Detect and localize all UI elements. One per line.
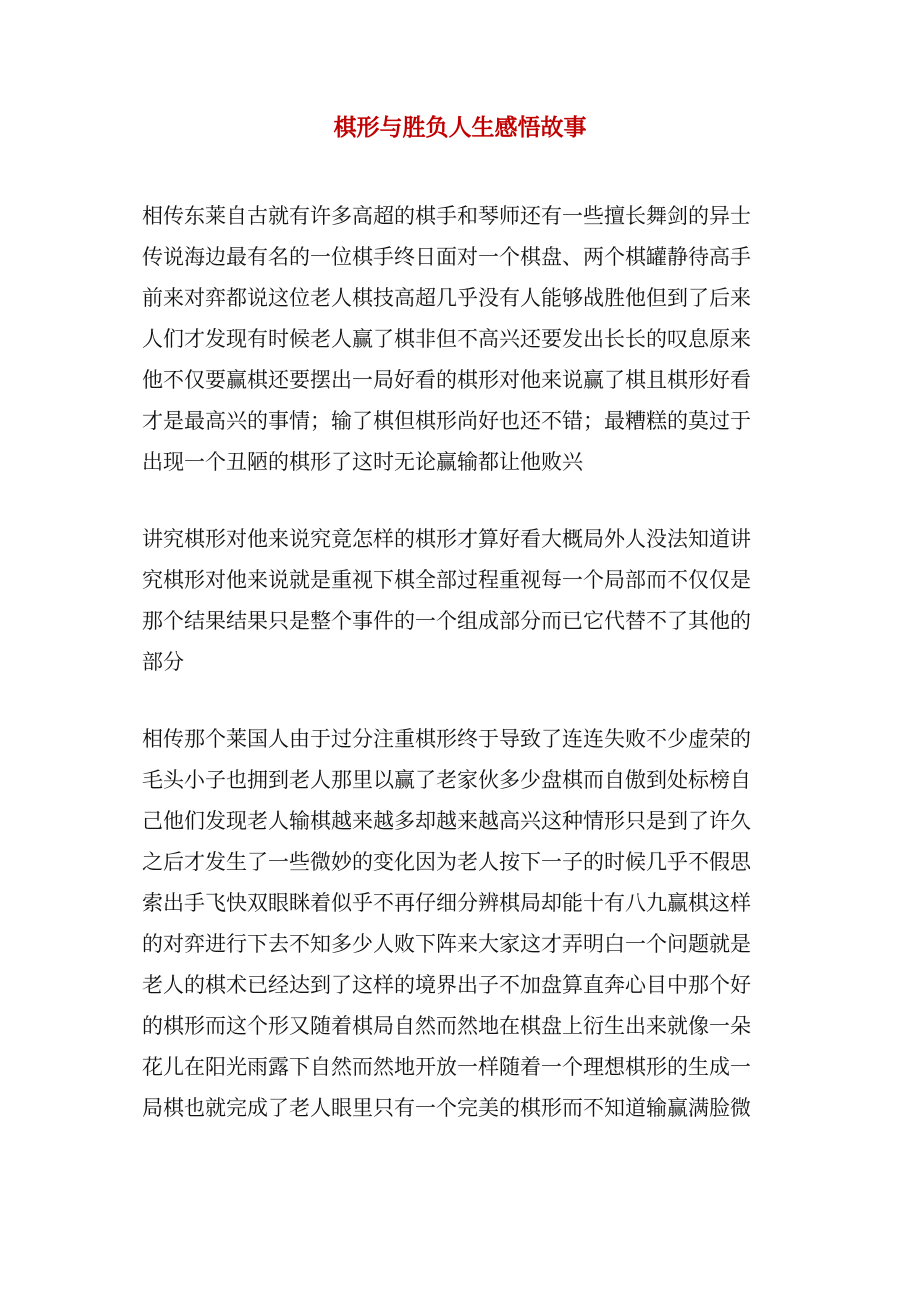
paragraph-2 (142, 519, 782, 683)
text-line: 人们才发现有时候老人赢了棋非但不高兴还要发出长长的叹息原来 (142, 327, 751, 351)
text-line: 部分 (142, 650, 184, 674)
text-line: 己他们发现老人输棋越来越多却越来越高兴这种情形只是到了许久 (142, 809, 751, 833)
text-line: 老人的棋术已经达到了这样的境界出子不加盘算直奔心目中那个好 (142, 973, 751, 997)
text-line: 的棋形而这个形又随着棋局自然而然地在棋盘上衍生出来就像一朵 (142, 1014, 751, 1038)
text-line: 传说海边最有名的一位棋手终日面对一个棋盘、两个棋罐静待高手 (142, 245, 751, 269)
text-line: 索出手飞快双眼眯着似乎不再仔细分辨棋局却能十有八九赢棋这样 (142, 891, 751, 915)
paragraph-1 (142, 196, 782, 483)
page-title: 棋形与胜负人生感悟故事 (333, 114, 587, 141)
text-line: 毛头小子也拥到老人那里以赢了老家伙多少盘棋而自傲到处标榜自 (142, 768, 751, 792)
text-line: 花儿在阳光雨露下自然而然地开放一样随着一个理想棋形的生成一 (142, 1055, 751, 1079)
text-line: 出现一个丑陋的棋形了这时无论赢输都让他败兴 (142, 450, 583, 474)
document-body (142, 196, 782, 1165)
text-line: 的对弈进行下去不知多少人败下阵来大家这才弄明白一个问题就是 (142, 932, 751, 956)
paragraph-3 (142, 719, 782, 1129)
text-line: 之后才发生了一些微妙的变化因为老人按下一子的时候几乎不假思 (142, 850, 751, 874)
text-line: 相传那个莱国人由于过分注重棋形终于导致了连连失败不少虚荣的 (142, 727, 751, 751)
text-line: 他不仅要赢棋还要摆出一局好看的棋形对他来说赢了棋且棋形好看 (142, 368, 751, 392)
text-line: 讲究棋形对他来说究竟怎样的棋形才算好看大概局外人没法知道讲 (142, 527, 751, 551)
text-line: 究棋形对他来说就是重视下棋全部过程重视每一个局部而不仅仅是 (142, 568, 751, 592)
text-line: 相传东莱自古就有许多高超的棋手和琴师还有一些擅长舞剑的异士 (142, 204, 751, 228)
text-line: 那个结果结果只是整个事件的一个组成部分而已它代替不了其他的 (142, 609, 751, 633)
text-line: 前来对弈都说这位老人棋技高超几乎没有人能够战胜他但到了后来 (142, 286, 751, 310)
text-line: 才是最高兴的事情；输了棋但棋形尚好也还不错；最糟糕的莫过于 (142, 409, 751, 433)
text-line: 局棋也就完成了老人眼里只有一个完美的棋形而不知道输赢满脸微 (142, 1096, 751, 1120)
